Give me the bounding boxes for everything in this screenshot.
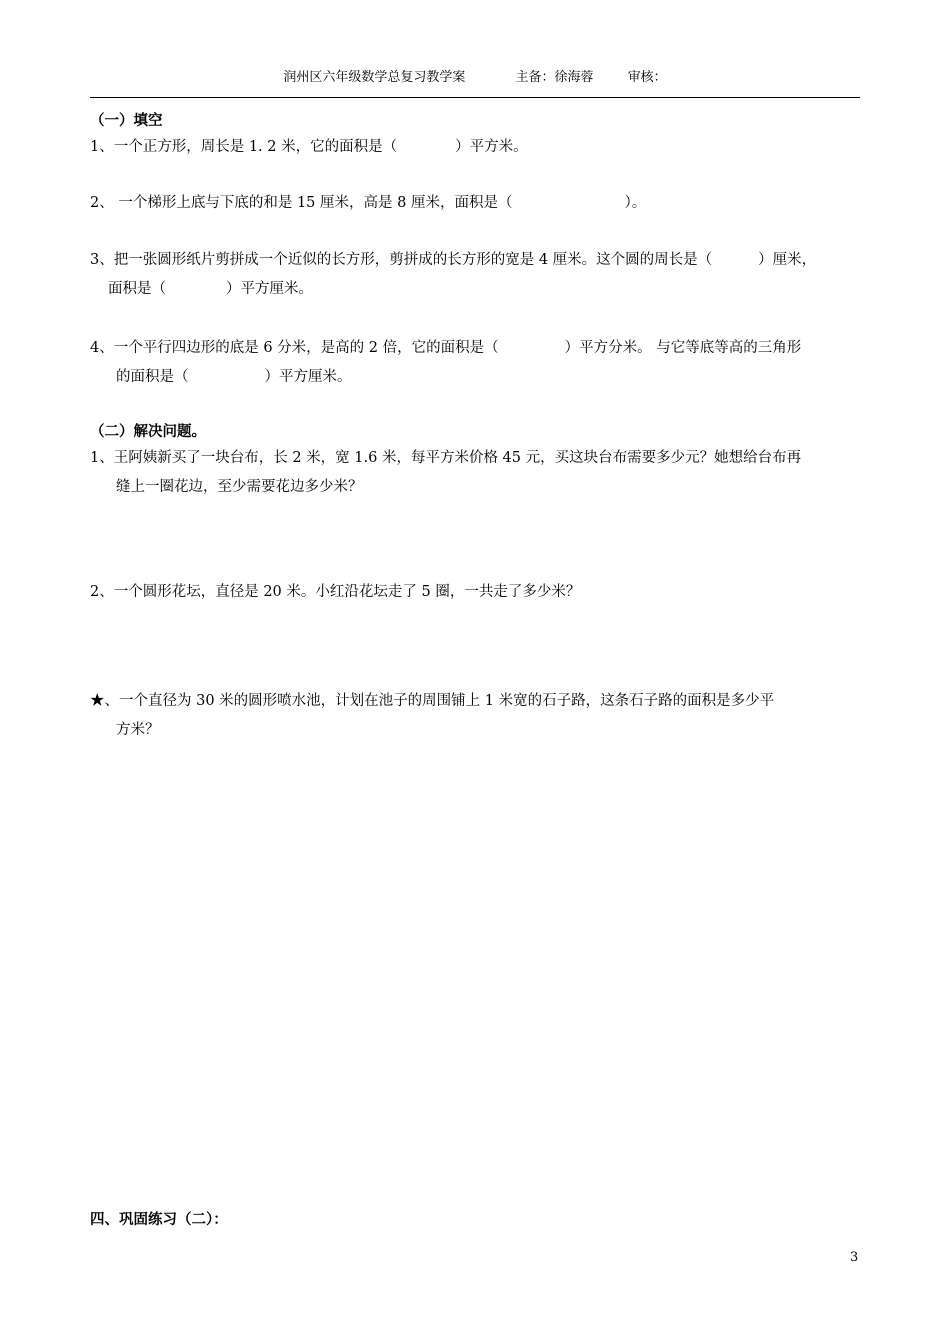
page-header: [90, 66, 860, 85]
question-3-text-c: 面积是（: [108, 281, 166, 297]
question-3-text-d: ）平方厘米。: [226, 281, 313, 297]
question-2: [90, 193, 646, 213]
question-1-text-a: 1、一个正方形，周长是 1. 2 米，它的面积是（: [90, 139, 398, 155]
question-2-text-b: ）。: [624, 195, 647, 211]
question-3-line-1: [90, 250, 816, 270]
problem-1-line-2: 缝上一圈花边，至少需要花边多少米？: [116, 479, 363, 495]
question-2-text-a: 2、 一个梯形上底与下底的和是 15 厘米，高是 8 厘米，面积是（: [90, 195, 513, 211]
question-4-text-b: ）平方分米。 与它等底等高的三角形: [564, 340, 802, 356]
question-1: [90, 137, 528, 157]
question-3-text-a: 3、把一张圆形纸片剪拼成一个近似的长方形，剪拼成的长方形的宽是 4 厘米。这个圆的周长是（: [90, 252, 713, 268]
question-4-line-1: [90, 338, 801, 358]
page-number: 3: [850, 1250, 859, 1265]
problem-1-line-1: 1、王阿姨新买了一块台布，长 2 米，宽 1.6 米，每平方米价格 45 元，买这块台布需要多少元？她想给台布再: [90, 450, 802, 466]
header-divider: [90, 97, 860, 98]
problem-3-line-2: 方米？: [116, 722, 160, 738]
problem-3-line-1: ★、一个直径为 30 米的圆形喷水池，计划在池子的周围铺上 1 米宽的石子路，这条石子路的面积是多少平: [90, 693, 775, 709]
section-practice-heading: 四、巩固练习（二）：: [90, 1212, 228, 1228]
question-4-text-c: 的面积是（: [116, 369, 189, 385]
header-reviewer: 审核：: [627, 70, 667, 85]
question-3-line-2: [108, 279, 313, 299]
question-4-text-a: 4、一个平行四边形的底是 6 分米，是高的 2 倍，它的面积是（: [90, 340, 499, 356]
header-author: 主备：徐海蓉: [515, 70, 594, 85]
header-title: 润州区六年级数学总复习教学案: [283, 70, 466, 85]
question-1-text-b: ）平方米。: [455, 139, 528, 155]
question-4-text-d: ）平方厘米。: [264, 369, 352, 385]
section-fill-blank-heading: （一）填空: [90, 113, 163, 129]
problem-2: 2、一个圆形花坛，直径是 20 米。小红沿花坛走了 5 圈，一共走了多少米？: [90, 584, 581, 600]
question-4-line-2: [116, 367, 352, 387]
question-3-text-b: ）厘米，: [758, 252, 817, 268]
section-problem-solving-heading: （二）解决问题。: [90, 424, 206, 440]
